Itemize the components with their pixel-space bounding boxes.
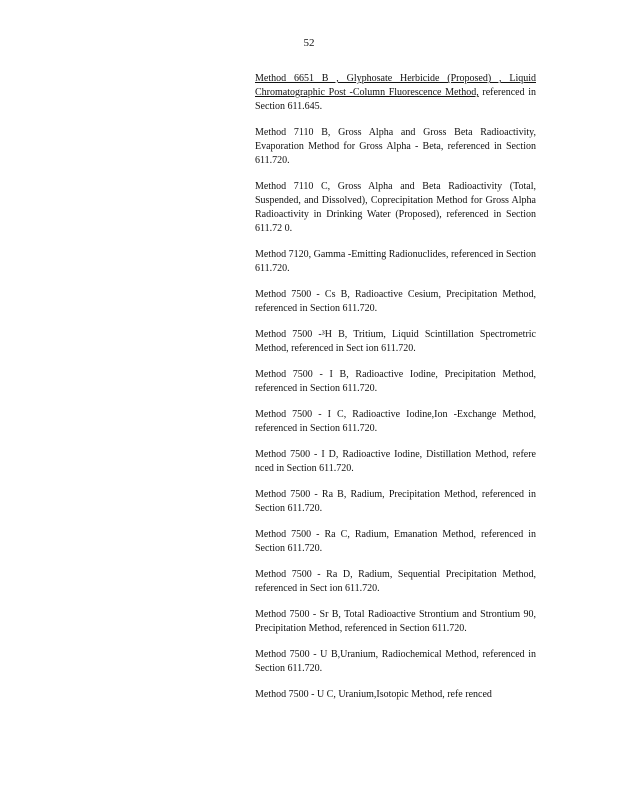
- method-entry: Method 7500 - U B,Uranium, Radiochemical Method, referenced in Section 611.720.: [255, 649, 536, 674]
- method-entry: Method 7120, Gamma -Emitting Radionuclides, referenced in Section 611.720.: [255, 249, 536, 274]
- underlined-method-title: Method 6651 B , Glyphosate Herbicide (Proposed) , Liquid Chromatographic Post -Column Fluorescence Method,: [255, 73, 536, 98]
- method-entry: Method 7500 - Ra C, Radium, Emanation Method, referenced in Section 611.720.: [255, 529, 536, 554]
- page-number: 52: [303, 37, 315, 49]
- method-entry: [255, 72, 536, 114]
- method-entry: Method 7110 C, Gross Alpha and Beta Radioactivity (Total, Suspended, and Dissolved), Coprecipitation Method for Gross Alpha Radioactivity in Drinking Water (Proposed), referenced in Section 611.72 0.: [255, 181, 536, 234]
- method-entry: Method 7500 - I B, Radioactive Iodine, Precipitation Method, referenced in Section 611.720.: [255, 369, 536, 394]
- method-entry: Method 7500 - I D, Radioactive Iodine, Distillation Method, refere nced in Section 611.720.: [255, 449, 536, 474]
- method-entry: Method 7500 - Ra D, Radium, Sequential Precipitation Method, referenced in Sect ion 611.720.: [255, 569, 536, 594]
- method-entry: Method 7500 - Cs B, Radioactive Cesium, Precipitation Method, referenced in Section 611.720.: [255, 289, 536, 314]
- method-entry: Method 7500 - Ra B, Radium, Precipitation Method, referenced in Section 611.720.: [255, 489, 536, 514]
- method-entry: Method 7110 B, Gross Alpha and Gross Beta Radioactivity, Evaporation Method for Gross Alpha - Beta, referenced in Section 611.720.: [255, 127, 536, 166]
- method-entry: Method 7500 -³H B, Tritium, Liquid Scintillation Spectrometric Method, referenced in Sect ion 611.720.: [255, 329, 536, 354]
- method-entry: Method 7500 - U C, Uranium,Isotopic Method, refe renced: [255, 689, 492, 700]
- method-entry: Method 7500 - Sr B, Total Radioactive Strontium and Strontium 90, Precipitation Method, referenced in Section 611.720.: [255, 609, 536, 634]
- method-reference: referenced in Section 611.645.: [255, 87, 536, 112]
- method-entry: Method 7500 - I C, Radioactive Iodine,Ion -Exchange Method, referenced in Section 611.720.: [255, 409, 536, 434]
- method-list: [255, 72, 536, 714]
